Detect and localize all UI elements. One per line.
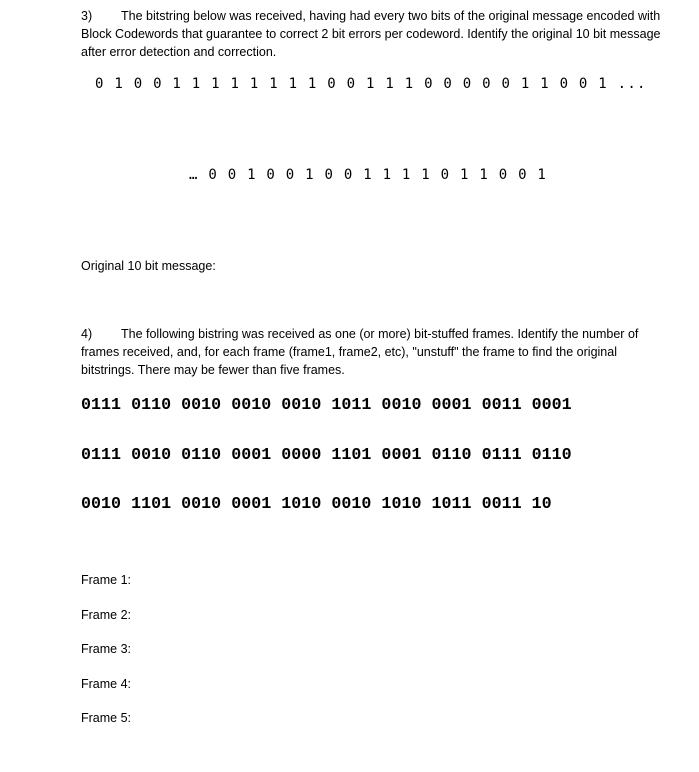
question-4-prompt [81, 325, 661, 379]
frame-4-label: Frame 4: [81, 677, 132, 691]
q4-bitstring-line-1: 0111 0110 0010 0010 0010 1011 0010 0001 0011 0001 [81, 396, 572, 415]
q3-bitstring-line-2: … 0 0 1 0 0 1 0 0 1 1 1 1 0 1 1 0 0 1 [189, 167, 548, 183]
question-3-number: 3) [81, 9, 93, 23]
frame-5-label: Frame 5: [81, 711, 132, 725]
frame-2-label: Frame 2: [81, 608, 132, 622]
q3-bitstring-line-1: 0 1 0 0 1 1 1 1 1 1 1 1 0 0 1 1 1 0 0 0 0 0 1 1 0 0 1 ... [95, 76, 647, 92]
frame-3-label: Frame 3: [81, 642, 132, 656]
q4-bitstring-line-3: 0010 1101 0010 0001 1010 0010 1010 1011 0011 10 [81, 495, 552, 514]
q4-bitstring-line-2: 0111 0010 0110 0001 0000 1101 0001 0110 0111 0110 [81, 446, 572, 465]
frame-1-label: Frame 1: [81, 573, 132, 587]
q3-answer-label: Original 10 bit message: [81, 259, 216, 273]
question-3-prompt [81, 7, 661, 61]
question-4-number: 4) [81, 327, 93, 341]
question-3-text: The bitstring below was received, having had every two bits of the original message encoded with Block Codewords that guarantee to correct 2 bit errors per codeword. Identify the original 10 bit message after error detection and correction. [81, 9, 661, 59]
question-4-text: The following bistring was received as one (or more) bit-stuffed frames. Identify the number of frames received, and, for each frame (frame1, frame2, etc), "unstuff" the frame to find the original bitstrings. There may be fewer than five frames. [81, 327, 639, 377]
